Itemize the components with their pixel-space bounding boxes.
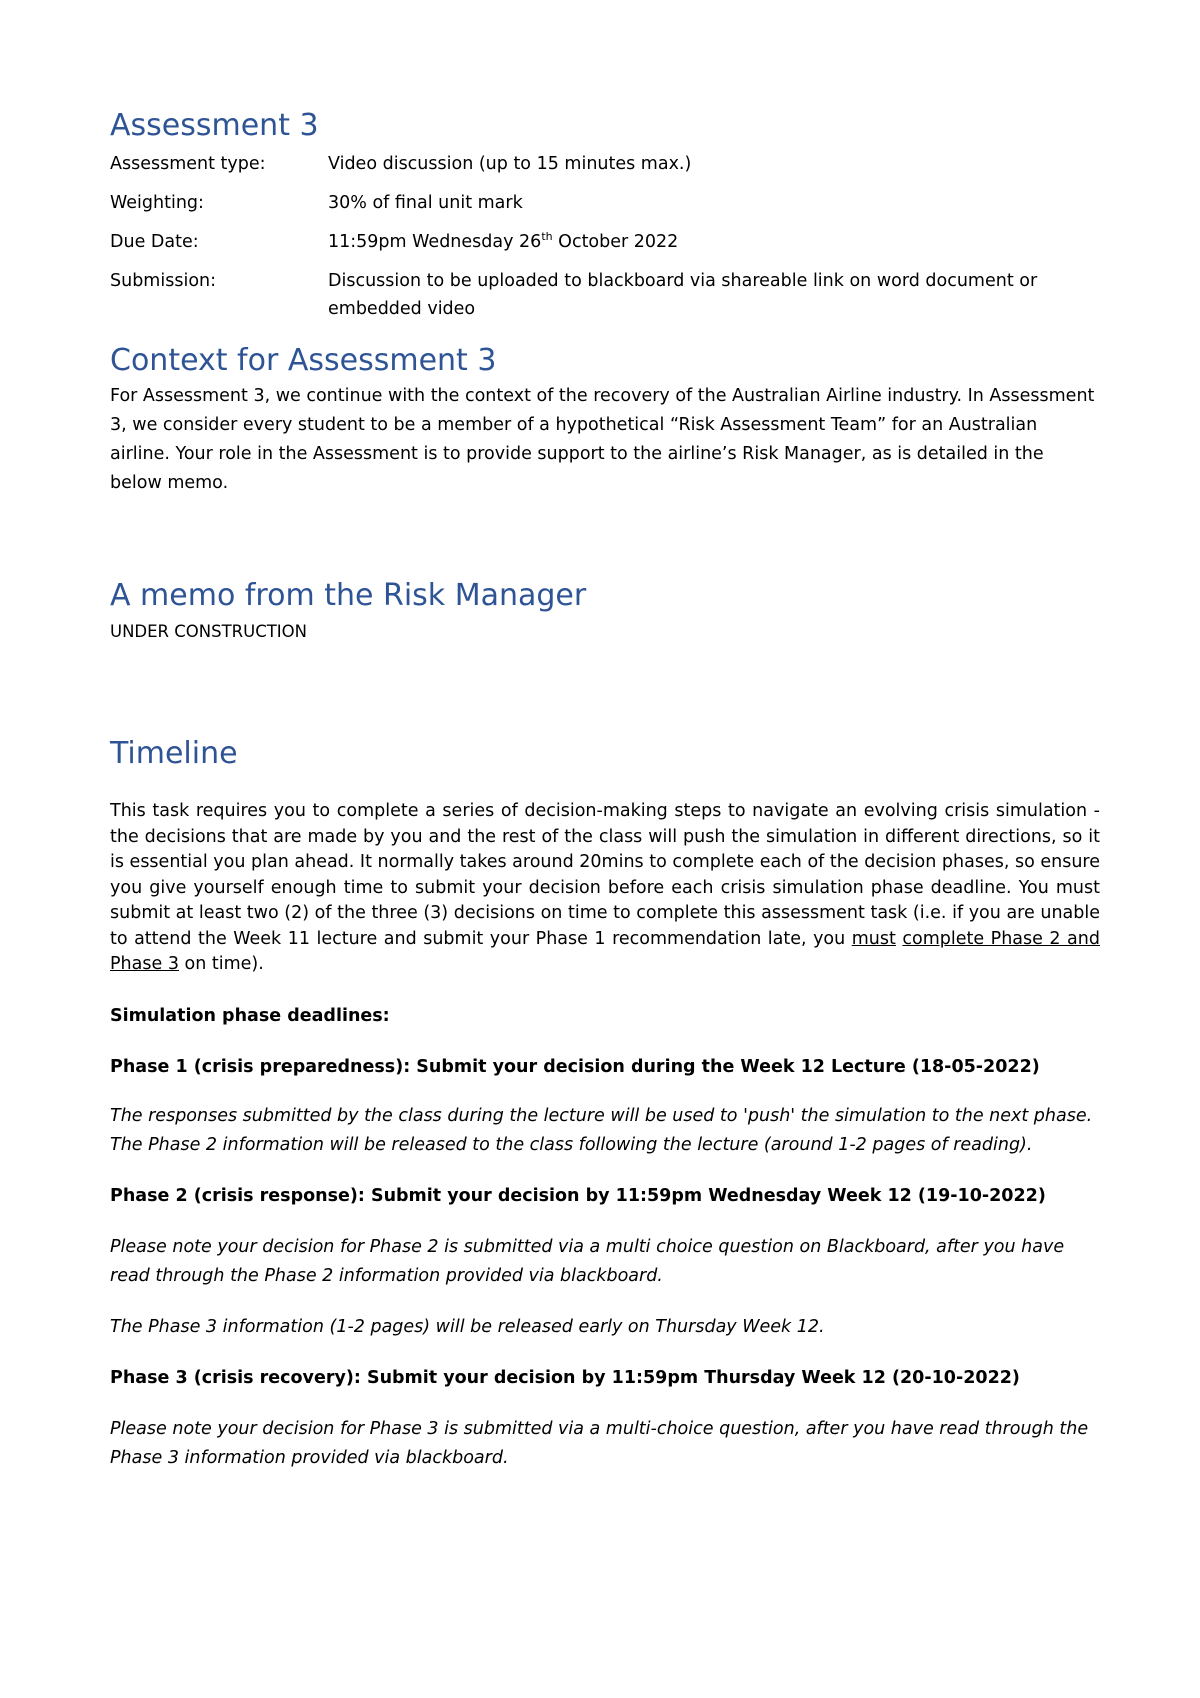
meta-label: Assessment type: (110, 154, 266, 174)
meta-row-due-date (110, 228, 1100, 256)
meta-label: Due Date: (110, 232, 199, 252)
meta-label: Weighting: (110, 193, 204, 213)
meta-value: Discussion to be uploaded to blackboard via shareable link on word document or embedded video (328, 271, 1038, 319)
phase3-note: Please note your decision for Phase 3 is submitted via a multi-choice question, after you have read through the Phase 3 information provided via blackboard. (110, 1418, 1089, 1468)
timeline-intro-text: This task requires you to complete a series of decision-making steps to navigate an evolving crisis simulation - the decisions that are made by you and the rest of the class will push the simulation in different directions, so it is essential you plan ahead. It normally takes around 20mins to complete each of the decision phases, so ensure you give yourself enough time to submit your decision before each crisis simulation phase deadline. You must submit at least two (2) of the three (3) decisions on time to complete this assessment task (i.e. if you are unable to attend the Week 11 lecture and submit your Phase 1 recommendation late, you (110, 801, 1100, 949)
memo-heading: A memo from the Risk Manager (110, 578, 587, 613)
timeline-intro-end: on time). (178, 954, 264, 974)
deadlines-heading: Simulation phase deadlines: (110, 1005, 390, 1026)
meta-row-assessment-type (110, 150, 1100, 178)
timeline-intro-underlined: complete Phase 2 and Phase 3 (110, 928, 1100, 974)
timeline-intro-must: must (851, 928, 896, 949)
meta-value: Video discussion (up to 15 minutes max.) (328, 154, 692, 174)
due-date-rest: October 2022 (552, 232, 679, 252)
phase2-heading: Phase 2 (crisis response): Submit your decision by 11:59pm Wednesday Week 12 (19-10-2022) (110, 1185, 1046, 1206)
phase1-heading: Phase 1 (crisis preparedness): Submit your decision during the Week 12 Lecture (18-05-2022) (110, 1056, 1040, 1077)
meta-row-submission (110, 267, 1100, 323)
meta-row-weighting (110, 189, 1100, 217)
phase2-note: Please note your decision for Phase 2 is submitted via a multi choice question on Blackboard, after you have read through the Phase 2 information provided via blackboard. (110, 1236, 1065, 1286)
due-date-ordinal: th (541, 230, 553, 244)
meta-value (328, 228, 1100, 256)
meta-value: 30% of final unit mark (328, 193, 523, 213)
phase3-release-note: The Phase 3 information (1-2 pages) will be released early on Thursday Week 12. (110, 1316, 825, 1337)
timeline-intro (110, 799, 1100, 978)
context-body: For Assessment 3, we continue with the context of the recovery of the Australian Airline industry. In Assessment 3, we consider every student to be a member of a hypothetical “Risk Assessment Team” for an Australian airline. Your role in the Assessment is to provide support to the airline’s Risk Manager, as is detailed in the below memo. (110, 386, 1095, 493)
assessment-heading: Assessment 3 (110, 108, 319, 143)
context-heading: Context for Assessment 3 (110, 343, 497, 378)
phase3-heading: Phase 3 (crisis recovery): Submit your decision by 11:59pm Thursday Week 12 (20-10-2022) (110, 1367, 1020, 1388)
timeline-heading: Timeline (110, 736, 238, 771)
document-content (110, 108, 1100, 1473)
meta-label: Submission: (110, 271, 217, 291)
memo-body: UNDER CONSTRUCTION (110, 622, 308, 641)
due-date-main: 11:59pm Wednesday 26 (328, 232, 542, 252)
phase1-note: The responses submitted by the class during the lecture will be used to 'push' the simulation to the next phase. The Phase 2 information will be released to the class following the lecture (around 1-2 pages of reading). (110, 1105, 1093, 1155)
